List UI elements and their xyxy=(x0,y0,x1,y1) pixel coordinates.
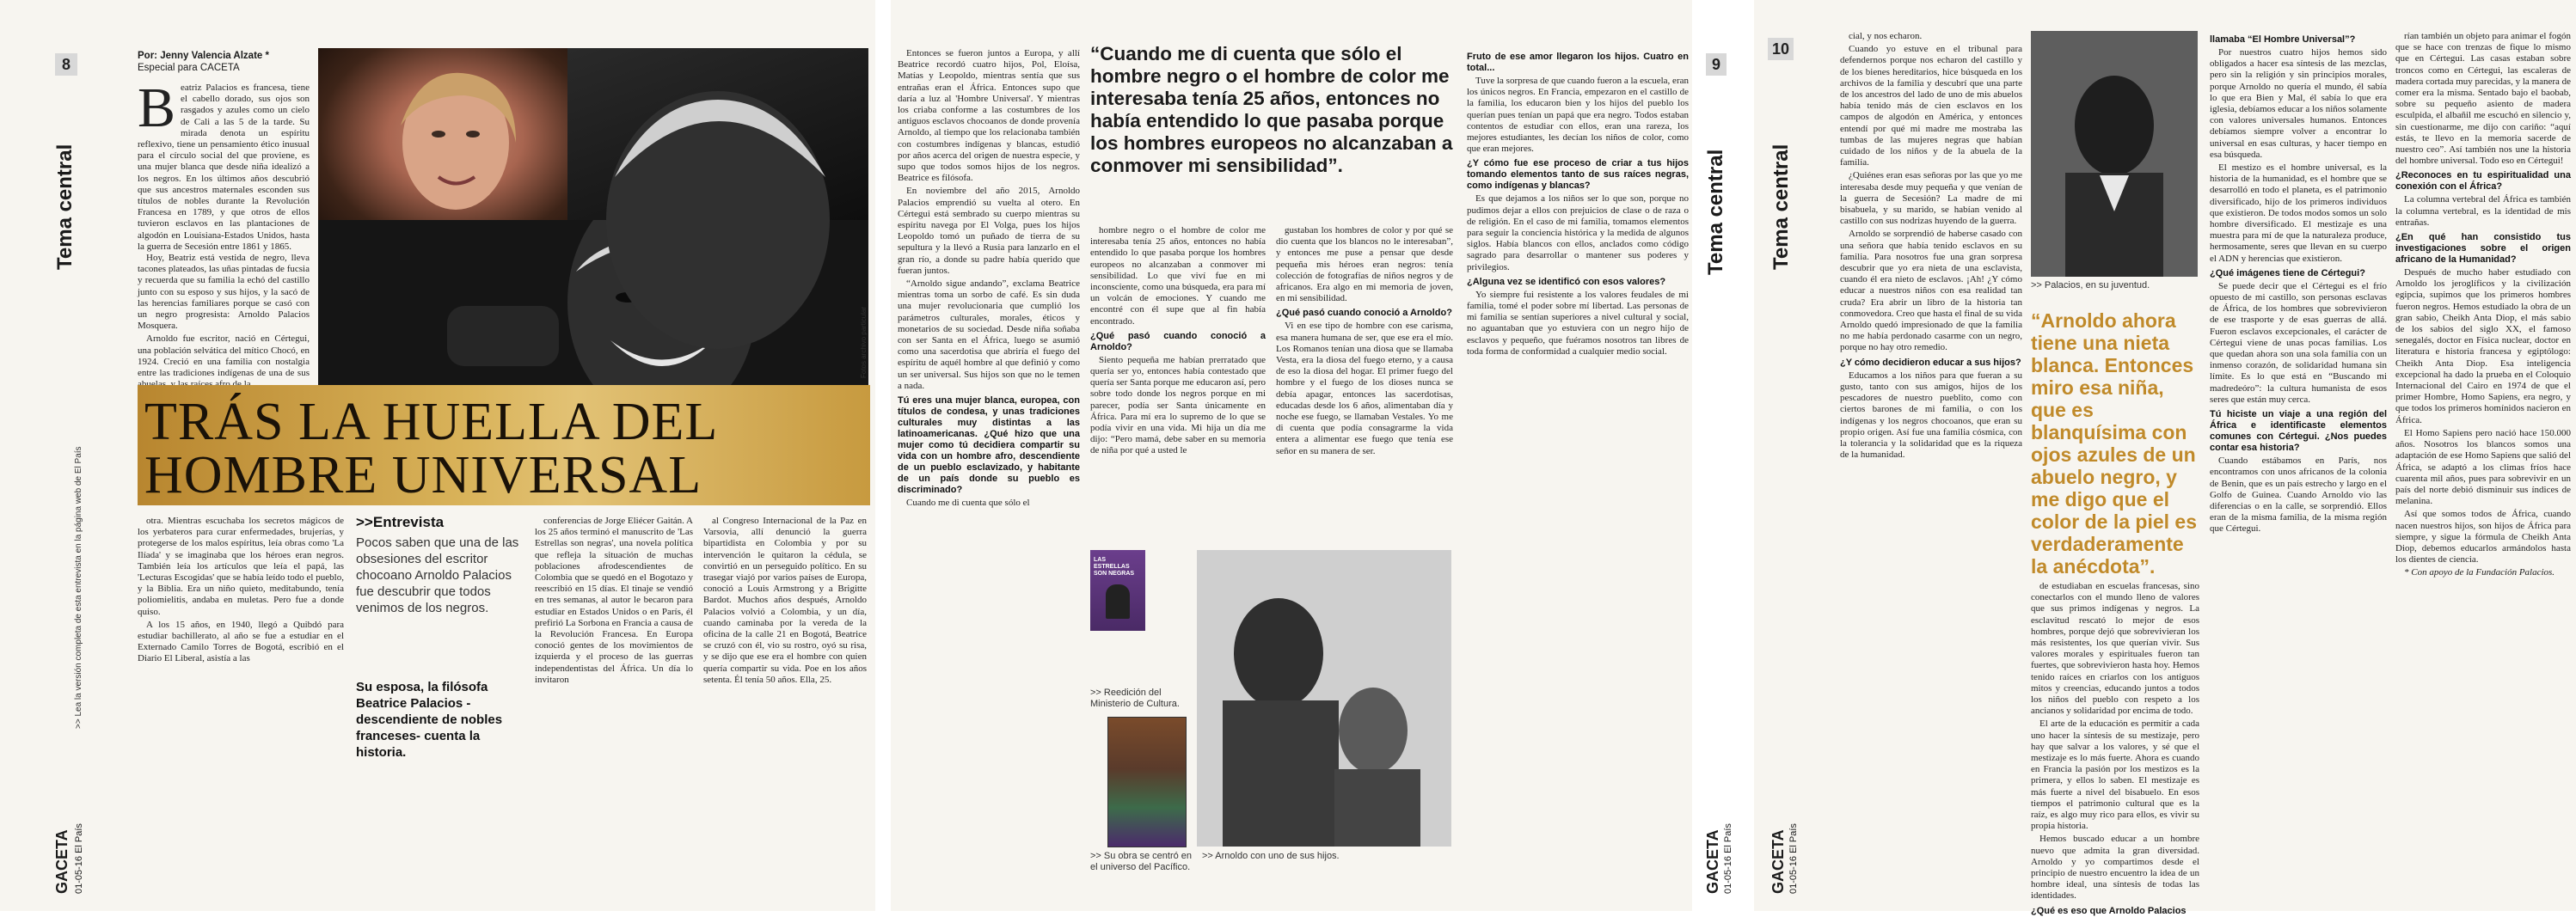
right-pull-quote-text: “Arnoldo ahora tiene una nieta blanca. Entonces miro esa niña, que es blanquísima con ojos azules de un abuelo negro, y me digo que el color de la piel es verdaderamente la anécdota”. xyxy=(2031,309,2198,578)
book-cover xyxy=(1090,550,1145,631)
headline-line-1: TRÁS LA HUELLA DEL xyxy=(144,393,719,451)
photo-credit: Fotos archivo particular xyxy=(860,306,868,378)
pull-quote-text: “Cuando me di cuenta que sólo el hombre negro o el hombre de color me interesaba tenía 25 años, entonces no había entendido lo que pasaba porque los hombres europeos no alcanzaban a conmover mi sensibilidad”. xyxy=(1090,43,1453,176)
footer-paper-right: GACETA xyxy=(1769,829,1787,894)
center-para-1: Entonces se fueron juntos a Europa, y allí Beatrice recordó cuatro hijos, Pol, Eloísa, Matías y Leopoldo, mientras sentía que sus entrañas eran el África. Entonces supo que daría a luz al 'Hombre Universal'. Y mientras los criaba conforme a las costumbres de los antiguos esclavos chocoanos de donde provenía Arnoldo, al tiempo que los relacionaba también con costumbres indígenas y blancas, estudió por años acerca del origen de nuestra especie, y supo que todos somos hijos de los negros. Beatrice es filósofa. xyxy=(898,48,1080,184)
page-8 xyxy=(0,0,875,911)
page-9-footer-date: 01-05-16 El País xyxy=(1723,823,1733,894)
father-son-icon xyxy=(1197,550,1451,847)
center-para-7: Vi en ese tipo de hombre con ese carisma, esa manera humana de ser, que ese era el mío. Los Romanos tenían una diosa que se llamaba Vesta, era la diosa del fuego eterno, y a causa de eso la diosa del hogar. El primer fuego del hombre y el fuego de los dioses nunca se debía apagar, entonces las sacerdotisas, educadas desde los 6 años, alimentaban día y noche ese fuego, se llamaban Vestales. Yo me di cuenta que podía consagrarme la vida entera a alimentar ese fuego que tenía ese señor en su manera de ser. xyxy=(1276,321,1453,456)
body-column-2 xyxy=(535,516,693,902)
center-question-1: ¿Qué pasó cuando conoció a Arnoldo? xyxy=(1090,330,1266,352)
right-para-1: cial, y nos echaron. xyxy=(1849,31,1923,41)
caption-son: >> Arnoldo con uno de sus hijos. xyxy=(1202,851,1340,861)
right-question-7: ¿En qué han consistido tus investigaciones sobre el origen africano de la Humanidad? xyxy=(2395,232,2571,266)
side-note: >> Lea la versión completa de esta entrevista en la página web de El País xyxy=(74,446,83,729)
intro-para-1: eatriz Palacios es francesa, tiene el cabello dorado, sus ojos son rasgados y azules como un cielo de Cali a las 5 de la tarde. Su mirada denota un espíritu reflexivo, tiene un pensamiento ético inusual para el círculo social del que proviene, es una mujer blanca que desde niña idealizó a los negros. En los últimos años descubrió que sus ancestros maternales esconden sus títulos de nobles durante la Revolución Francesa en 1789, y que otros de ellos tuvieron esclavos en las plantaciones de algodón en Louisiana-Estados Unidos, hasta la guerra de Secesión entre 1861 y 1865. xyxy=(138,83,310,252)
right-para-4: Arnoldo se sorprendió de haberse casado con una señora que había tenido esclavos en su familia. Para nosotros fue una gran sorpresa descubrir que yo era nieta de una esclavista, cuando él era nieto de esclavos. ¡Ah! ¿Y cómo educar a nuestros niños con esa realidad tan cruda? Era abrir un libro de la historia tan conmovedora. Creo que hasta el final de su vida Arnoldo quedó impresionado de que la familia no me había perdonado casarme con un negro, porque no hay otro remedio. xyxy=(1840,229,2022,353)
right-para-3: ¿Quiénes eran esas señoras por las que yo me interesaba desde muy pequeña y que venían de la guerra de Secesión? La madre de mi bisabuela, y su marido, se habían venido al castillo con sus nodrizas huyendo de la guerra. xyxy=(1840,170,2022,227)
body-para-3: conferencias de Jorge Eliécer Gaitán. A los 25 años terminó el manuscrito de 'Las Estrellas son negras', una novela política que refleja la situación de muchas poblaciones afrodescendientes de Colombia que se quedó en el Bogotazo y reescribió en 15 días. El tinaje se vendió en tres semanas, al autor le becaron para estudiar en Estados Unidos o en París, él prefirió La Sorbona en Francia a causa de la Revolución Francesa. En Europa conoció gentes de los movimientos de izquierda y el proceso de las guerras independentistas del África. Un día lo invitaron xyxy=(535,516,693,685)
footer-date: 01-05-16 El País xyxy=(74,823,84,894)
page-10 xyxy=(1754,0,2576,916)
byline-role: Especial para CACETA xyxy=(138,63,240,73)
page-9-number: 9 xyxy=(1706,53,1727,76)
body-para-4: al Congreso Internacional de la Paz en Varsovia, allí denunció la guerra bipartidista en Colombia y por su intervención le quitaron la cédula, se convirtió en un perseguido político. En su trasegar viajó por varios países de Europa, conoció a Louis Armstrong y a Brigitte Bardot. Muchos años después, Arnoldo Palacios volvió a Colombia, y un día, cuando caminaba por la vereda de la oficina de la calle 21 en Bogotá, Beatrice se cruzó con él, vio su rostro, oyó su risa, y se dijo que ese era el hombre con quien quería compartir su vida. Poe en los años setenta. Él tenía 50 años. Ella, 25. xyxy=(703,516,867,685)
right-para-15: Después de mucho haber estudiado con Arnoldo los jeroglíficos y la civilización egipcia, supimos que los primeros hombres fueron negros. Hemos estudiado la obra de un gran sabio, Cheikh Anta Diop, el más sabio de los sabios del siglo XX, el famoso senegalés, doctor en Física nuclear, doctor en literatura e historia francesa y egiptólogo: Cheikh Anta Diop. Esa inteligencia excepcional ha dado la prueba en el Coloquio Internacional del Cairo en 1974 de que el primer Hombre, Homo Sapiens, era negro, y que todos los primeros homínidos nacieron en África. xyxy=(2395,267,2571,425)
right-column-4 xyxy=(2395,31,2571,902)
intro-column xyxy=(138,76,310,385)
right-question-5: Tú hiciste un viaje a una región del África e identificaste elementos comunes con Cértegui. ¿Nos puedes contar esa historia? xyxy=(2210,409,2387,454)
footer-date-right: 01-05-16 El País xyxy=(1788,823,1799,894)
arnoldo-head-icon xyxy=(567,48,868,220)
page-9-footer-paper: GACETA xyxy=(1704,829,1721,894)
center-question-2: ¿Qué pasó cuando conoció a Arnoldo? xyxy=(1276,308,1452,319)
book-title: LAS ESTRELLAS SON NEGRAS xyxy=(1094,557,1135,577)
question-answer: Cuando me di cuenta que sólo el xyxy=(906,498,1030,509)
beatrice-photo xyxy=(318,48,567,246)
headline-banner xyxy=(138,385,870,505)
intro-para-2: Hoy, Beatriz está vestida de negro, lleva tacones plateados, las uñas pintadas de fucsia y recuerda que su familia la echó del castillo junto con su esposo y sus hijos, y la sacó de las herencias familiares porque se casó con un negro progresista: Arnoldo Palacios Mosquera. xyxy=(138,253,310,332)
center-question-3: Fruto de ese amor llegaron los hijos. Cuatro en total... xyxy=(1467,52,1689,73)
right-column-3 xyxy=(2210,31,2387,902)
byline xyxy=(138,50,344,74)
center-column-1 xyxy=(898,48,1080,902)
right-column-2 xyxy=(2031,581,2199,916)
right-question-4: ¿Qué imágenes tiene de Cértegui? xyxy=(2210,267,2365,278)
book-figure-icon xyxy=(1106,584,1130,619)
drop-cap: B xyxy=(138,76,176,139)
section-label: Tema central xyxy=(53,144,77,270)
right-para-14: La columna vertebral del África es también la columna vertebral, es la identidad de mis entrañas. xyxy=(2395,194,2571,228)
right-para-8: Hemos buscado educar a un hombre nuevo que admita la gran diversidad. Arnoldo y yo compartimos desde el principio de nuestro encuentro la idea de un hombre ideal, una síntesis de todas las identidades. xyxy=(2031,834,2199,902)
right-question-1: ¿Y cómo decidieron educar a sus hijos? xyxy=(1840,357,2021,368)
right-pull-quote xyxy=(2031,309,2199,578)
right-para-13: rían también un objeto para animar el fogón que se hace con trenzas de fique lo mismo que en Cértegui. Las casas estaban sobre troncos como en Cértegui, las escaleras de madera cortada muy parecidas, y la manera de comer era la misma. Sentado bajo el baobab, sobre su pequeño asiento de madera esculpida, el albañil me escuchó en silencio y, sin cuestionarme, me dijo con cariño: “aquí estás, te llevo en la memoria sacerde de nuestro ceo”. Así también nos une la historia del hombre universal. Todo eso en Cértegui! xyxy=(2395,31,2572,167)
caption-books: >> Reedición del Ministerio de Cultura. xyxy=(1090,688,1180,709)
center-para-3: “Arnoldo sigue andando”, exclama Beatrice mientras toma un sorbo de café. Es sin duda una mujer revolucionaria que cumplió los parámetros culturales, morales, éticos y monetarios de su sociedad. Desde niña soñaba con ser Santa en el África, luego se asumió como una sacerdotisa que abriría el fuego del espíritu de aquél hombre al que definió y como un ser universal. Sus hijos son que no le temen a nada. xyxy=(898,278,1080,391)
center-para-6: gustaban los hombres de color y por qué se dio cuenta que los blancos no le interesaban”, y entonces me puse a pensar que desde pequeña mis héroes eran negros: tenía colección de fotografías de niños negros y de africanos. Era algo en mi memoria de joven, en mi sensibilidad. xyxy=(1276,225,1453,304)
right-para-12: Cuando estábamos en París, nos encontramos con unos africanos de la colonia de Benin, que es un país estrecho y largo en el Golfo de Guinea. Cuando Arnoldo vio las diferencias o en la calle, se sorprendió. Ellos eran de la misma familia, de la misma región que Cértegui. xyxy=(2210,455,2387,535)
caption-palacios: >> Palacios, en su juventud. xyxy=(2031,280,2150,290)
body-para-2: A los 15 años, en 1940, llegó a Quibdó para estudiar bachillerato, al año se fue a estudiar en el Externado Camilo Torres de Bogotá, escribió en el Diario El Liberal, asistía a las xyxy=(138,619,344,664)
center-para-10: Yo siempre fui resistente a los valores feudales de mi familia, tomé el poder sobre mí libertad. Las personas de mi familia se sentían superiores a nivel cultural y social, no aguantaban que yo estuviera con un negro hijo de esclavos y pequeño, que fuéramos nosotros tan libres de toda forma de conformidad a cualquier medio social. xyxy=(1467,289,1689,357)
headline-line-2: HOMBRE UNIVERSAL xyxy=(144,446,702,504)
right-para-2: Cuando yo estuve en el tribunal para defendernos porque nos echaron del castillo y de los bienes hereditarios, hice búsqueda en los archivos de la familia y descubrí que una parte de los ancestros del lado de uno de mis abuelos había tenido más de cien esclavos en los campos de algodón en América, y entonces entendí por qué mi madre me mostraba las tumbas de las mujeres negras que habían cuidado de los niños y de la abuela de la familia. xyxy=(1840,44,2022,168)
arnoldo-son-photo xyxy=(1197,550,1451,847)
right-footnote: * Con apoyo de la Fundación Palacios. xyxy=(2404,567,2555,578)
right-question-3: llamaba “El Hombre Universal”? xyxy=(2210,34,2356,45)
center-question-5: ¿Alguna vez se identificó con esos valores? xyxy=(1467,276,1666,287)
body-column-3 xyxy=(703,516,867,902)
entrevista-title: >>Entrevista xyxy=(356,514,445,530)
beatrice-face-icon xyxy=(318,48,567,246)
right-para-6: de estudiaban en escuelas francesas, sino conectarlos con el mundo lleno de valores que sus primos indígenas y negros. La esclavitud rescató lo mejor de esos hombres, porque dejó que sobrevivieran los más resistentes, los que querían vivir. Sus valores morales y espirituales fueron tan fuertes, que sobrevivieron hasta hoy. Hemos tenido raíces en criarlos con los antiguos mitos y creencias, educando juntos a todos los niños del pueblo con respeto a los ancianos y solidaridad por encima de todo. xyxy=(2031,581,2199,717)
page-9-section: Tema central xyxy=(1704,149,1727,275)
right-para-16: El Homo Sapiens pero nació hace 150.000 años. Nosotros los blancos somos una adaptación de ese Homo Sapiens que salió del África, se adaptó a los climas fríos hace cuarenta mil años, pues para sobrevivir en un país del norte debió disminuir sus índices de melanina. xyxy=(2395,427,2571,507)
young-palacios-icon xyxy=(2031,31,2198,277)
center-question-4: ¿Y cómo fue ese proceso de criar a tus hijos tomando elementos tanto de sus raíces negras, como indígenas y blancas? xyxy=(1467,158,1689,192)
palacios-young-photo xyxy=(2031,31,2198,277)
right-question-6: ¿Reconoces en tu espiritualidad una conexión con el África? xyxy=(2395,170,2571,193)
right-para-10: El mestizo es el hombre universal, es la historia de la humanidad, es el hombre que se desarrolló en todo el planeta, es el patrimonio diversificado, hijo de los primeros individuos que existieron. De todos modos somos un solo hombre diversificado. El mestizaje es una muestra para mí de que la naturaleza produce, hermosamente, seres que llevan en su cuerpo el ADN y herencias que existieron. xyxy=(2210,162,2387,264)
question-block: Tú eres una mujer blanca, europea, con títulos de condesa, y unas tradiciones culturales muy distintas a las latinoamericanas. ¿Qué hizo que una mujer como tú decidiera compartir su vida con un hombre afro, descendiente de un pueblo esclavizado, y habitante de un país donde su pueblo es discriminado? xyxy=(898,395,1080,496)
center-para-9: Es que dejamos a los niños ser lo que son, porque no pudimos dejar a ellos con prejuicios de clase o de raza o de religión. En el caso de mi familia, tomamos elementos para seguir la conciencia histórica y la medida de algunos siglos. Había blancos con ellos, anclados como código sagrado para desarrollar o mantener sus poderes y privilegios. xyxy=(1467,193,1689,272)
center-para-8: Tuve la sorpresa de que cuando fueron a la escuela, eran los únicos negros. En Francia, empezaron en el castillo de la familia, los educaron bien y los hijos del pueblo los querían pues tenían un papá que era negro. Todos estaban contentos de estudiar con ellos, eran una rareza, los mejores estudiantes, les decían los niños de color, como que eran mejores. xyxy=(1467,76,1689,155)
page-center xyxy=(891,0,1692,911)
caption-work: >> Su obra se centró en el universo del Pacífico. xyxy=(1090,851,1193,872)
entrevista-body: Pocos saben que una de las obsesiones del escritor chocoano Arnoldo Palacios fue descubrir que todos venimos de los negros. xyxy=(356,535,519,615)
center-para-5: Siento pequeña me habían prerratado que quería ser yo, entonces había contestado que quería ser Santa porque me educaron así, pero sobre todo donde los negros porque en mi parecer, podía ser Santa únicamente en África. Para mí era lo supremo de lo que se podía vivir en una vida. Mi hija un día me dijo: “Pero mamá, debe saber en su memoria de niña por qué a usted le xyxy=(1090,354,1266,456)
pull-quote xyxy=(1090,43,1460,177)
right-para-5: Educamos a los niños para que fueran a su gusto, tanto con sus amigos, hijos de los pescadores de nuestro pueblito, como con ciertos barones de mi familia, o con los indígenas y los negros chocoanos, que eran su propio origen. Así fue una familia cósmica, con la tolerancia y la solidaridad que es la riqueza de la humanidad. xyxy=(1840,370,2022,461)
body-para-1: otra. Mientras escuchaba los secretos mágicos de los yerbateros para curar enfermedades, brujerías, y protegerse de los malos espíritus, leía obras como 'La Ilíada' y se imaginaba que los héroes eran negros. También leía los artículos que leía el papá, las 'Lecturas Escogidas' que se había leído todo el pueblo, y la Biblia. Era un niño quieto, meditabundo, tenía poliomielitis, andaba en muletas. Pero fue a donde quiso. xyxy=(138,516,344,617)
section-label-right: Tema central xyxy=(1769,144,1793,270)
page-9-strip xyxy=(1692,0,1754,911)
page-number: 8 xyxy=(55,53,77,76)
arnoldo-top-photo xyxy=(567,48,868,220)
right-para-7: El arte de la educación es permitir a cada uno hacer la síntesis de su mestizaje, pero hay que salvar a los valores, y sé que el mestizaje es lo más fuerte. Ahora es cuando en Francia la pasión por los mestizos es la primera, y ellos lo saben. El mestizaje es más fuerte a nivel del bisabuelo. En esos tiempos el patrimonio cultural que es la raíz, es algo muy rico para ellos, es vivir su propia historia. xyxy=(2031,718,2199,832)
center-column-4 xyxy=(1467,48,1689,902)
right-para-17: Así que somos todos de África, cuando nacen nuestros hijos, son hijos de África para siempre, y sigue la fórmula de Cheikh Anta Diop, debemos educarlos armándolos hasta los dientes de ciencia. xyxy=(2395,509,2571,565)
body-column-1 xyxy=(138,516,344,902)
right-para-9: Por nuestros cuatro hijos hemos sido obligados a hacer esa síntesis de las mezclas, pero sin la religión y sin principios morales, porque Arnoldo no quería el mundo, él sabía lo que era Bien y Mal, él sabía lo que era iglesia, debíamos educar a los niños solamente con valores universales humanos. Entonces debíamos siempre volver a encontrar lo universal en esas culturas, y hacer tiempo en esa búsqueda. xyxy=(2210,47,2387,160)
page-number-right: 10 xyxy=(1768,38,1794,60)
right-para-11: Se puede decir que el Cértegui es el frío opuesto de mi castillo, son personas esclavas de África, de los hombres que sobrevivieron de ese trasporte y de esas guerras de allá. Fueron esclavos excepcionales, el carácter de Cértegui viene de unas pocas familias. Los que quedan ahora son una sola familia con un inmenso corazón, de solidaridad humana sin límite. Es lo que está en “Buscando mi madredeóro”: la cultura humanista de esos seres que están muy cerca. xyxy=(2210,280,2387,405)
right-question-2: ¿Qué es eso que Arnoldo Palacios xyxy=(2031,905,2187,916)
book-covers-stack xyxy=(1107,717,1187,847)
byline-author: Por: Jenny Valencia Alzate * xyxy=(138,51,269,61)
right-column-1 xyxy=(1840,31,2022,902)
intro-para-3: Arnoldo fue escritor, nació en Cértegui, una población selvática del mítico Chocó, en 1924. Creció en una familia con nostalgia entre las tradiciones indígenas de una de sus xyxy=(138,333,310,379)
footer-paper: GACETA xyxy=(53,829,71,894)
center-para-4: hombre negro o el hombre de color me interesaba tenía 25 años, entonces no había entendido lo que pasaba porque los hombres europeos no alcanzaban a conmover mi sensibilidad. Lo que viví fue en mi inconsciente, como una búsqueda, era para mí un volcán de emociones. Y cuando me encontré con él supe que al fin había encontrado. xyxy=(1090,225,1266,327)
entrevista-bold: Su esposa, la filósofa Beatrice Palacios - descendiente de nobles franceses- cuenta la historia. xyxy=(356,680,503,760)
center-para-2: En noviembre del año 2015, Arnoldo Palacios emprendió su vuelta al otero. En Cértegui está sembrado su cuerpo mientras su espíritu navega por El Volga, pues los hijos Leopoldo tomó un puñado de tierra de su sepultura y la llevó a Rusia para lanzarlo en el gran río, a donde su padre había querido que fueran juntos. xyxy=(898,186,1080,276)
